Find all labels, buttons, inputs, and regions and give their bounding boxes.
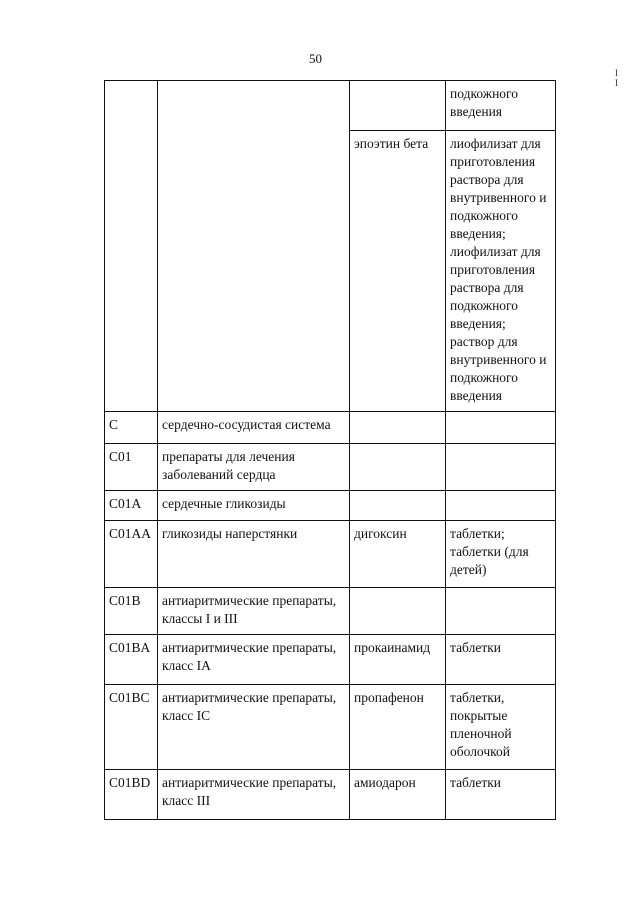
atc-code-cell: C01B — [105, 588, 158, 635]
atc-code-cell: C01AA — [105, 521, 158, 588]
dosage-form-cell: таблетки; таблетки (для детей) — [446, 521, 556, 588]
table-row — [105, 588, 556, 635]
drug-name-cell: амиодарон — [350, 770, 446, 820]
atc-group-cell: сердечно-сосудистая система — [158, 412, 350, 444]
atc-group-cell: гликозиды наперстянки — [158, 521, 350, 588]
atc-code-cell: C01 — [105, 444, 158, 491]
dosage-form-cell — [446, 588, 556, 635]
table-row — [105, 491, 556, 521]
drug-name-cell — [350, 81, 446, 131]
drug-name-cell — [350, 444, 446, 491]
table-row — [105, 635, 556, 685]
margin-mark: I — [615, 68, 618, 78]
dosage-form-cell — [446, 444, 556, 491]
drug-name-cell — [350, 491, 446, 521]
atc-code-cell: C01A — [105, 491, 158, 521]
dosage-form-line: введения — [450, 104, 503, 119]
dosage-form-cell: таблетки — [446, 770, 556, 820]
drug-name-cell: эпоэтин бета — [350, 131, 446, 412]
atc-group-cell: антиаритмические препараты, класс IA — [158, 635, 350, 685]
atc-group-cell — [158, 81, 350, 412]
atc-code-cell: C — [105, 412, 158, 444]
atc-group-cell: антиаритмические препараты, класс III — [158, 770, 350, 820]
drug-name-cell — [350, 412, 446, 444]
atc-group-cell: антиаритмические препараты, классы I и III — [158, 588, 350, 635]
drug-name-cell: пропафенон — [350, 685, 446, 770]
margin-mark: I — [615, 78, 618, 88]
table-row — [105, 685, 556, 770]
atc-code-cell: C01BC — [105, 685, 158, 770]
dosage-form-cell: таблетки, покрытые пленочной оболочкой — [446, 685, 556, 770]
dosage-form-cell — [446, 412, 556, 444]
drug-name-cell — [350, 588, 446, 635]
table-row — [105, 412, 556, 444]
atc-code-cell: C01BD — [105, 770, 158, 820]
atc-group-cell: сердечные гликозиды — [158, 491, 350, 521]
drug-table — [104, 80, 556, 820]
drug-name-cell: дигоксин — [350, 521, 446, 588]
dosage-form-cell: лиофилизат для приготовления раствора для внутривенного и подкожного введения; лиофилизат для приготовления раствора для подкожного введения; раствор для внутривенного и подкожного введения — [446, 131, 556, 412]
atc-group-cell: препараты для лечения заболеваний сердца — [158, 444, 350, 491]
table-row — [105, 81, 556, 131]
dosage-form-cell — [446, 491, 556, 521]
table-row — [105, 770, 556, 820]
dosage-form-cell — [446, 81, 556, 131]
margin-marks — [615, 68, 625, 88]
drug-name-cell: прокаинамид — [350, 635, 446, 685]
atc-code-cell — [105, 81, 158, 412]
atc-group-cell: антиаритмические препараты, класс IC — [158, 685, 350, 770]
table-row — [105, 521, 556, 588]
page-number: 50 — [309, 51, 322, 66]
table-row — [105, 444, 556, 491]
dosage-form-cell: таблетки — [446, 635, 556, 685]
atc-code-cell: C01BA — [105, 635, 158, 685]
dosage-form-line: подкожного — [450, 86, 518, 101]
